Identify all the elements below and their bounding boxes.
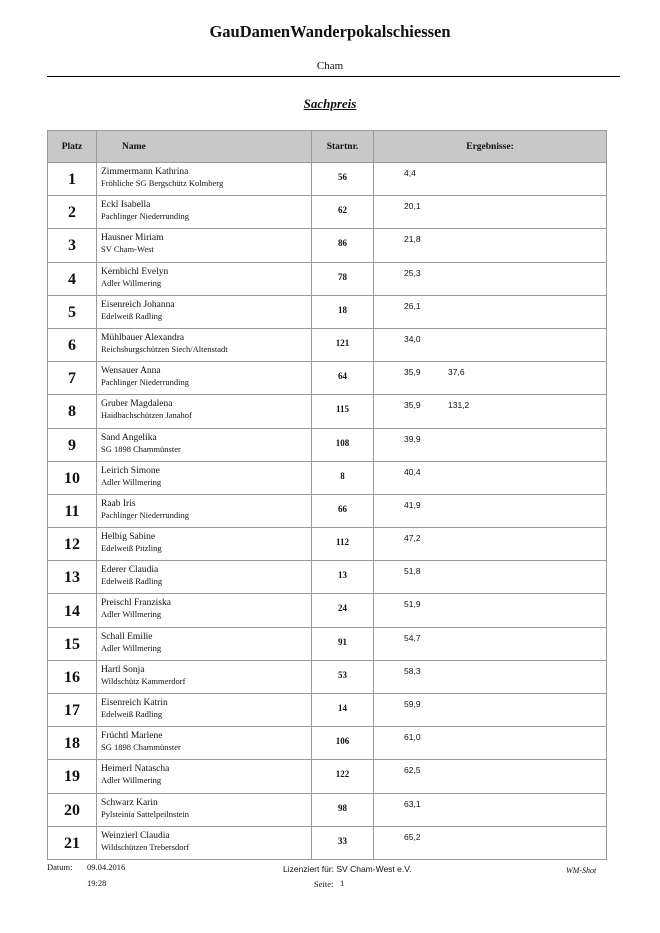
row-results-cell [374, 727, 607, 760]
row-results-cell [374, 328, 607, 361]
table-row [48, 594, 607, 627]
row-result-1: 59,9 [404, 699, 421, 709]
row-name-cell [97, 826, 312, 859]
row-result-1: 62,5 [404, 765, 421, 776]
row-startnr: 91 [312, 627, 374, 660]
row-shooter-name: Heimerl Natascha [101, 764, 170, 775]
row-name-cell [97, 229, 312, 262]
row-startnr: 106 [312, 727, 374, 760]
row-results-cell [374, 163, 607, 196]
row-result-1: 21,8 [404, 234, 421, 245]
row-platz: 12 [48, 528, 97, 561]
header-rule [47, 76, 620, 77]
row-startnr: 64 [312, 362, 374, 395]
table-row [48, 793, 607, 826]
row-results-cell [374, 660, 607, 693]
row-platz: 8 [48, 395, 97, 428]
table-header-row [48, 131, 607, 163]
row-startnr: 24 [312, 594, 374, 627]
row-results-cell [374, 362, 607, 395]
row-platz: 17 [48, 694, 97, 727]
row-name-cell [97, 594, 312, 627]
row-shooter-name: Weinzierl Claudia [101, 830, 170, 841]
section-title: Sachpreis [303, 96, 357, 111]
row-result-1: 26,1 [404, 300, 421, 311]
row-club-name: Adler Willmering [101, 609, 162, 620]
footer-time: 19:28 [87, 878, 107, 888]
row-result-1: 65,2 [404, 831, 421, 842]
row-platz: 6 [48, 328, 97, 361]
row-name-cell [97, 793, 312, 826]
row-shooter-name: Eisenreich Johanna [101, 299, 175, 310]
row-club-name: Adler Willmering [101, 277, 162, 288]
header-ergebnisse: Ergebnisse: [374, 131, 607, 163]
row-startnr: 108 [312, 428, 374, 461]
row-name-cell [97, 660, 312, 693]
row-name-cell [97, 362, 312, 395]
row-result-1: 35,9 [404, 400, 421, 411]
row-platz: 14 [48, 594, 97, 627]
footer-date: 09.04.2016 [87, 862, 126, 872]
row-shooter-name: Mühlbauer Alexandra [101, 332, 185, 343]
table-row [48, 362, 607, 395]
row-result-1: 51,8 [404, 566, 421, 577]
row-platz: 3 [48, 229, 97, 262]
row-platz: 18 [48, 727, 97, 760]
row-result-1: 39,9 [404, 433, 421, 444]
row-result-1: 61,0 [404, 732, 421, 743]
row-startnr: 8 [312, 461, 374, 494]
header-startnr: Startnr. [312, 131, 374, 163]
row-shooter-name: Früchtl Marlene [101, 731, 163, 742]
row-club-name: Edelweiß Radling [101, 576, 163, 587]
row-shooter-name: Schwarz Karin [101, 797, 158, 808]
row-results-cell [374, 428, 607, 461]
row-shooter-name: Wensauer Anna [101, 366, 161, 377]
row-result-2: 131,2 [448, 400, 470, 411]
row-startnr: 98 [312, 793, 374, 826]
table-row [48, 494, 607, 527]
row-name-cell [97, 262, 312, 295]
row-platz: 4 [48, 262, 97, 295]
row-result-1: 34,0 [404, 333, 421, 344]
row-result-1: 58,3 [404, 665, 421, 676]
row-club-name: Edelweiß Radling [101, 310, 163, 321]
row-club-name: Edelweiß Pitzling [101, 543, 162, 554]
row-club-name: Pylsteinia Sattelpeilnstein [101, 808, 190, 819]
table-row [48, 627, 607, 660]
row-startnr: 66 [312, 494, 374, 527]
row-results-cell [374, 461, 607, 494]
row-shooter-name: Preischl Franziska [101, 598, 171, 609]
row-club-name: Wildschütz Kammerdorf [101, 675, 186, 686]
table-row [48, 727, 607, 760]
row-platz: 7 [48, 362, 97, 395]
footer-page-number: 1 [340, 878, 345, 888]
table-row [48, 295, 607, 328]
table-row [48, 561, 607, 594]
row-name-cell [97, 494, 312, 527]
row-club-name: Fröhliche SG Bergschütz Kolmberg [101, 178, 224, 188]
row-club-name: Adler Willmering [101, 642, 162, 653]
row-name-cell [97, 196, 312, 229]
row-shooter-name: Eckl Isabella [101, 200, 151, 211]
row-platz: 10 [48, 461, 97, 494]
row-results-cell [374, 528, 607, 561]
row-club-name: Pachlinger Niederrunding [101, 377, 190, 388]
row-results-cell [374, 196, 607, 229]
row-club-name: Pachlinger Niederrunding [101, 211, 190, 222]
row-club-name: Adler Willmering [101, 476, 162, 487]
row-platz: 9 [48, 428, 97, 461]
row-name-cell [97, 395, 312, 428]
row-startnr: 62 [312, 196, 374, 229]
row-club-name: SG 1898 Chammünster [101, 443, 181, 454]
row-result-1: 47,2 [404, 533, 421, 544]
table-row [48, 826, 607, 859]
table-row [48, 760, 607, 793]
row-name-cell [97, 760, 312, 793]
row-startnr: 121 [312, 328, 374, 361]
table-row [48, 395, 607, 428]
row-platz: 11 [48, 494, 97, 527]
table-row [48, 163, 607, 196]
row-name-cell [97, 528, 312, 561]
row-results-cell [374, 694, 607, 727]
row-results-cell [374, 760, 607, 793]
row-platz: 5 [48, 295, 97, 328]
row-shooter-name: Raab Iris [101, 498, 136, 509]
row-startnr: 18 [312, 295, 374, 328]
document-title: GauDamenWanderpokalschiessen [209, 22, 451, 41]
row-name-cell [97, 694, 312, 727]
results-table [47, 130, 607, 860]
row-startnr: 56 [312, 163, 374, 196]
row-startnr: 33 [312, 826, 374, 859]
row-club-name: Haidbachschützen Janahof [101, 410, 192, 421]
row-shooter-name: Hausner Miriam [101, 233, 164, 244]
footer-seite-label: Seite: [314, 879, 334, 889]
header-platz: Platz [48, 131, 97, 163]
table-row [48, 461, 607, 494]
row-shooter-name: Helbig Sabine [101, 532, 156, 543]
row-shooter-name: Zimmermann Kathrina [101, 167, 189, 177]
row-name-cell [97, 295, 312, 328]
row-club-name: Pachlinger Niederrunding [101, 509, 190, 520]
row-club-name: Adler Willmering [101, 775, 162, 786]
row-name-cell [97, 627, 312, 660]
row-platz: 2 [48, 196, 97, 229]
row-name-cell [97, 328, 312, 361]
footer-software: WM-Shot [566, 866, 597, 875]
row-results-cell [374, 395, 607, 428]
row-startnr: 78 [312, 262, 374, 295]
row-club-name: Wildschützen Trebersdorf [101, 841, 190, 852]
row-startnr: 86 [312, 229, 374, 262]
row-startnr: 122 [312, 760, 374, 793]
row-shooter-name: Eisenreich Katrin [101, 698, 168, 708]
row-shooter-name: Schall Emilie [101, 631, 153, 642]
row-shooter-name: Gruber Magdalena [101, 399, 173, 410]
row-shooter-name: Hartl Sonja [101, 664, 145, 675]
row-result-1: 54,7 [404, 632, 421, 643]
row-results-cell [374, 295, 607, 328]
table-row [48, 196, 607, 229]
row-results-cell [374, 494, 607, 527]
table-row [48, 660, 607, 693]
row-result-1: 63,1 [404, 798, 421, 809]
row-club-name: Reichsburgschützen Siech/Altenstadt [101, 343, 228, 354]
row-platz: 15 [48, 627, 97, 660]
row-startnr: 112 [312, 528, 374, 561]
row-platz: 1 [48, 163, 97, 196]
footer-datum-label: Datum: [47, 862, 73, 872]
row-results-cell [374, 561, 607, 594]
row-name-cell [97, 163, 312, 196]
row-result-1: 20,1 [404, 201, 421, 212]
row-results-cell [374, 826, 607, 859]
row-result-1: 51,9 [404, 599, 421, 610]
table-row [48, 262, 607, 295]
table-row [48, 428, 607, 461]
row-result-1: 35,9 [404, 367, 421, 378]
row-name-cell [97, 461, 312, 494]
row-result-1: 41,9 [404, 499, 421, 510]
row-shooter-name: Ederer Claudia [101, 565, 159, 576]
row-name-cell [97, 428, 312, 461]
row-club-name: Edelweiß Radling [101, 709, 163, 719]
document-subtitle: Cham [316, 60, 344, 72]
footer-license: Lizenziert für: SV Cham-West e.V. [283, 864, 412, 874]
row-shooter-name: Sand Angelika [101, 432, 157, 443]
row-results-cell [374, 229, 607, 262]
row-result-2: 37,6 [448, 367, 465, 378]
row-results-cell [374, 594, 607, 627]
row-platz: 19 [48, 760, 97, 793]
row-name-cell [97, 727, 312, 760]
row-results-cell [374, 262, 607, 295]
table-row [48, 328, 607, 361]
row-platz: 20 [48, 793, 97, 826]
row-results-cell [374, 793, 607, 826]
row-platz: 13 [48, 561, 97, 594]
row-shooter-name: Leirich Simone [101, 465, 160, 476]
row-platz: 16 [48, 660, 97, 693]
row-results-cell [374, 627, 607, 660]
table-row [48, 229, 607, 262]
table-row [48, 528, 607, 561]
row-shooter-name: Kernbichl Evelyn [101, 266, 169, 277]
row-result-1: 25,3 [404, 267, 421, 278]
row-club-name: SG 1898 Chammünster [101, 742, 181, 753]
row-result-1: 4,4 [404, 168, 416, 178]
row-platz: 21 [48, 826, 97, 859]
row-name-cell [97, 561, 312, 594]
header-name: Name [97, 131, 312, 163]
table-row [48, 694, 607, 727]
row-club-name: SV Cham-West [101, 244, 154, 255]
row-startnr: 14 [312, 694, 374, 727]
row-result-1: 40,4 [404, 466, 421, 477]
row-startnr: 13 [312, 561, 374, 594]
row-startnr: 115 [312, 395, 374, 428]
row-startnr: 53 [312, 660, 374, 693]
